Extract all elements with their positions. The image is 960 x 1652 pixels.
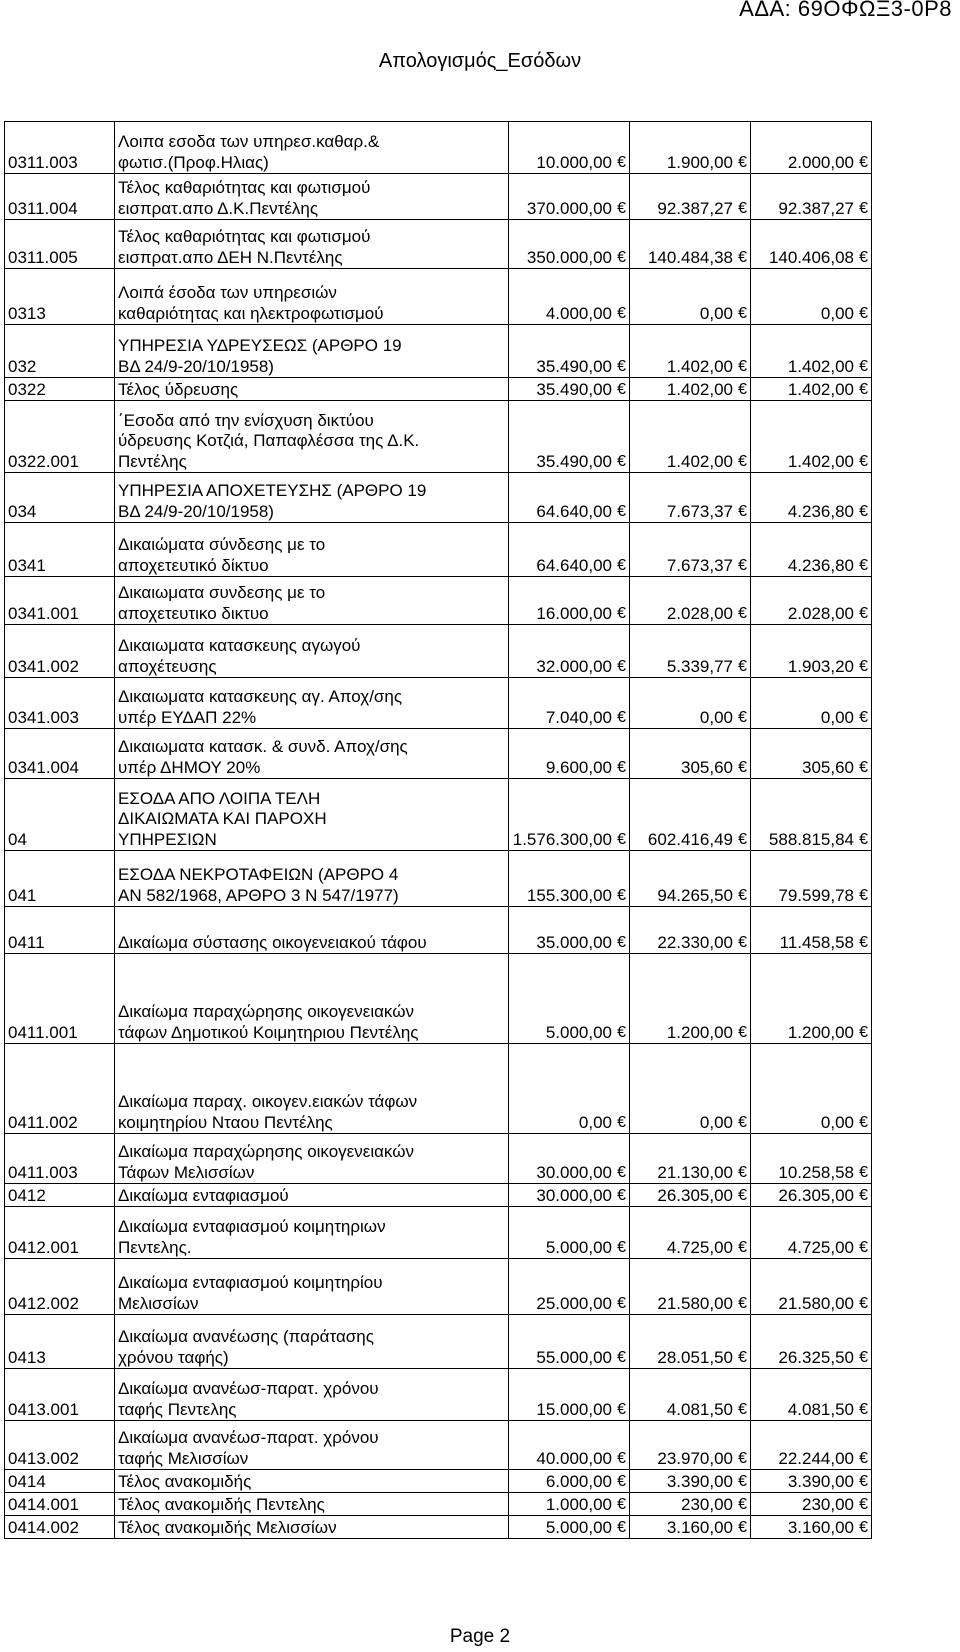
description-line: ΒΔ 24/9-20/10/1958) <box>118 356 274 376</box>
collected-amount: 21.580,00 € <box>751 1259 872 1315</box>
account-description <box>115 174 509 220</box>
account-description <box>115 779 509 851</box>
revenue-table <box>4 121 872 1539</box>
page-number: Page 2 <box>449 1626 511 1647</box>
description-line: Δικαίωμα ενταφιασμού <box>118 1185 289 1205</box>
account-code: 032 <box>5 325 115 378</box>
account-description <box>115 401 509 473</box>
table-row <box>5 1134 872 1184</box>
description-line: Δικαίωμα ανανέωσ-παρατ. χρόνου <box>118 1379 379 1398</box>
certified-amount: 4.081,50 € <box>630 1369 751 1421</box>
account-description <box>115 1184 509 1207</box>
table-row <box>5 220 872 269</box>
table-row <box>5 1421 872 1470</box>
budgeted-amount: 1.576.300,00 € <box>509 779 630 851</box>
description-line: φωτισ.(Προφ.Ηλιας) <box>118 152 269 172</box>
account-description <box>115 378 509 401</box>
collected-amount: 305,60 € <box>751 729 872 779</box>
account-code: 0412.002 <box>5 1259 115 1315</box>
certified-amount: 140.484,38 € <box>630 220 751 269</box>
table-row <box>5 954 872 1044</box>
description-line: αποχετευτικο δικτυο <box>118 603 269 623</box>
revenue-table-body <box>5 122 872 1539</box>
account-description <box>115 1516 509 1539</box>
table-row <box>5 625 872 678</box>
table-row <box>5 1369 872 1421</box>
budgeted-amount: 7.040,00 € <box>509 678 630 729</box>
collected-amount: 26.305,00 € <box>751 1184 872 1207</box>
collected-amount: 1.200,00 € <box>751 954 872 1044</box>
description-line: Δικαίωμα ανανέωσ-παρατ. χρόνου <box>118 1428 379 1447</box>
collected-amount: 4.236,80 € <box>751 523 872 577</box>
collected-amount: 588.815,84 € <box>751 779 872 851</box>
description-line: καθαριότητας και ηλεκτροφωτισμού <box>118 303 384 323</box>
collected-amount: 4.236,80 € <box>751 473 872 523</box>
budgeted-amount: 370.000,00 € <box>509 174 630 220</box>
account-description <box>115 907 509 954</box>
account-description <box>115 851 509 907</box>
description-line: ΕΣΟΔΑ ΑΠΟ ΛΟΙΠΑ ΤΕΛΗ <box>118 788 321 808</box>
table-row <box>5 401 872 473</box>
account-code: 0414 <box>5 1470 115 1493</box>
collected-amount: 1.402,00 € <box>751 401 872 473</box>
collected-amount: 0,00 € <box>751 1044 872 1134</box>
description-line: Πεντέλης <box>118 451 187 471</box>
collected-amount: 140.406,08 € <box>751 220 872 269</box>
account-description <box>115 954 509 1044</box>
budgeted-amount: 6.000,00 € <box>509 1470 630 1493</box>
description-line: ταφής Μελισσίων <box>118 1448 249 1468</box>
table-row <box>5 851 872 907</box>
description-line: εισπρατ.απο Δ.Κ.Πεντέλης <box>118 198 319 218</box>
account-code: 0411.001 <box>5 954 115 1044</box>
certified-amount: 23.970,00 € <box>630 1421 751 1470</box>
table-row <box>5 907 872 954</box>
table-row <box>5 122 872 174</box>
account-description <box>115 1493 509 1516</box>
description-line: Μελισσίων <box>118 1293 199 1313</box>
table-row <box>5 1259 872 1315</box>
account-code: 0413.002 <box>5 1421 115 1470</box>
description-line: υπέρ ΕΥΔΑΠ 22% <box>118 707 257 727</box>
account-description <box>115 269 509 325</box>
collected-amount: 4.725,00 € <box>751 1207 872 1259</box>
budgeted-amount: 25.000,00 € <box>509 1259 630 1315</box>
budgeted-amount: 15.000,00 € <box>509 1369 630 1421</box>
certified-amount: 5.339,77 € <box>630 625 751 678</box>
budgeted-amount: 5.000,00 € <box>509 1516 630 1539</box>
description-line: Δικαιώματα σύνδεσης με το <box>118 535 326 554</box>
collected-amount: 2.028,00 € <box>751 577 872 625</box>
budgeted-amount: 30.000,00 € <box>509 1134 630 1184</box>
table-row <box>5 729 872 779</box>
account-code: 0411 <box>5 907 115 954</box>
description-line: Τέλος ανακομιδής Πεντελης <box>118 1494 325 1514</box>
certified-amount: 21.130,00 € <box>630 1134 751 1184</box>
table-row <box>5 269 872 325</box>
certified-amount: 1.402,00 € <box>630 378 751 401</box>
account-description <box>115 1134 509 1184</box>
collected-amount: 0,00 € <box>751 678 872 729</box>
description-line: ΑΝ 582/1968, ΑΡΘΡΟ 3 Ν 547/1977) <box>118 885 399 905</box>
account-code: 0322.001 <box>5 401 115 473</box>
account-description <box>115 729 509 779</box>
certified-amount: 1.200,00 € <box>630 954 751 1044</box>
certified-amount: 1.900,00 € <box>630 122 751 174</box>
budgeted-amount: 1.000,00 € <box>509 1493 630 1516</box>
budgeted-amount: 55.000,00 € <box>509 1315 630 1369</box>
description-line: αποχετευτικό δίκτυο <box>118 555 269 575</box>
certified-amount: 1.402,00 € <box>630 401 751 473</box>
account-description <box>115 577 509 625</box>
account-code: 0414.002 <box>5 1516 115 1539</box>
account-code: 0311.004 <box>5 174 115 220</box>
table-row <box>5 1516 872 1539</box>
budgeted-amount: 155.300,00 € <box>509 851 630 907</box>
budgeted-amount: 4.000,00 € <box>509 269 630 325</box>
table-row <box>5 1315 872 1369</box>
certified-amount: 7.673,37 € <box>630 473 751 523</box>
account-code: 0414.001 <box>5 1493 115 1516</box>
certified-amount: 92.387,27 € <box>630 174 751 220</box>
description-line: Δικαιωματα συνδεσης με το <box>118 583 326 602</box>
account-description <box>115 1315 509 1369</box>
account-description <box>115 122 509 174</box>
description-line: ΥΠΗΡΕΣΙΩΝ <box>118 829 217 849</box>
document-title: Απολογισμός_Εσόδων <box>378 50 582 72</box>
account-description <box>115 678 509 729</box>
certified-amount: 305,60 € <box>630 729 751 779</box>
certified-amount: 26.305,00 € <box>630 1184 751 1207</box>
description-line: Δικαίωμα παραχ. οικογεν.ειακών τάφων <box>118 1092 418 1111</box>
description-line: Δικαίωμα ενταφιασμού κοιμητηριων <box>118 1217 386 1236</box>
certified-amount: 21.580,00 € <box>630 1259 751 1315</box>
account-description <box>115 625 509 678</box>
account-code: 0322 <box>5 378 115 401</box>
table-row <box>5 1044 872 1134</box>
collected-amount: 26.325,50 € <box>751 1315 872 1369</box>
account-code: 0311.003 <box>5 122 115 174</box>
budgeted-amount: 64.640,00 € <box>509 523 630 577</box>
account-code: 0341.001 <box>5 577 115 625</box>
table-row <box>5 1207 872 1259</box>
table-row <box>5 779 872 851</box>
budgeted-amount: 40.000,00 € <box>509 1421 630 1470</box>
certified-amount: 94.265,50 € <box>630 851 751 907</box>
collected-amount: 3.160,00 € <box>751 1516 872 1539</box>
budgeted-amount: 35.000,00 € <box>509 907 630 954</box>
budgeted-amount: 0,00 € <box>509 1044 630 1134</box>
account-code: 0413.001 <box>5 1369 115 1421</box>
account-description <box>115 1369 509 1421</box>
description-line: ΕΣΟΔΑ ΝΕΚΡΟΤΑΦΕΙΩΝ (ΑΡΘΡΟ 4 <box>118 865 399 884</box>
description-line: Τέλος καθαριότητας και φωτισμού <box>118 227 371 246</box>
account-code: 0411.003 <box>5 1134 115 1184</box>
collected-amount: 11.458,58 € <box>751 907 872 954</box>
collected-amount: 10.258,58 € <box>751 1134 872 1184</box>
certified-amount: 0,00 € <box>630 1044 751 1134</box>
description-line: ΄Εσοδα από την ενίσχυση δικτύου <box>118 410 374 430</box>
account-description <box>115 523 509 577</box>
description-line: Δικαίωμα σύστασης οικογενειακού τάφου <box>118 932 427 952</box>
table-row <box>5 473 872 523</box>
account-description <box>115 1207 509 1259</box>
description-line: τάφων Δημοτικού Κοιμητηριου Πεντέλης <box>118 1022 419 1042</box>
certified-amount: 2.028,00 € <box>630 577 751 625</box>
certified-amount: 602.416,49 € <box>630 779 751 851</box>
table-row <box>5 523 872 577</box>
certified-amount: 3.160,00 € <box>630 1516 751 1539</box>
budgeted-amount: 30.000,00 € <box>509 1184 630 1207</box>
description-line: Τέλος ανακομιδής <box>118 1471 252 1491</box>
description-line: ΒΔ 24/9-20/10/1958) <box>118 501 274 521</box>
collected-amount: 1.402,00 € <box>751 325 872 378</box>
table-row <box>5 1470 872 1493</box>
collected-amount: 22.244,00 € <box>751 1421 872 1470</box>
table-row <box>5 678 872 729</box>
description-line: ΔΙΚΑΙΩΜΑΤΑ ΚΑΙ ΠΑΡΟΧΗ <box>118 809 327 828</box>
description-line: κοιμητηρίου Νταου Πεντέλης <box>118 1112 333 1132</box>
table-row <box>5 174 872 220</box>
account-code: 0412.001 <box>5 1207 115 1259</box>
certified-amount: 3.390,00 € <box>630 1470 751 1493</box>
account-code: 034 <box>5 473 115 523</box>
collected-amount: 1.402,00 € <box>751 378 872 401</box>
certified-amount: 7.673,37 € <box>630 523 751 577</box>
budgeted-amount: 5.000,00 € <box>509 954 630 1044</box>
table-row <box>5 378 872 401</box>
description-line: Δικαιωματα κατασκευης αγωγού <box>118 636 361 655</box>
description-line: Δικαίωμα παραχώρησης οικογενειακών <box>118 1142 414 1161</box>
description-line: Τάφων Μελισσίων <box>118 1162 255 1182</box>
account-code: 0411.002 <box>5 1044 115 1134</box>
description-line: Δικαίωμα ενταφιασμού κοιμητηρίου <box>118 1273 383 1292</box>
budgeted-amount: 350.000,00 € <box>509 220 630 269</box>
collected-amount: 4.081,50 € <box>751 1369 872 1421</box>
account-description <box>115 473 509 523</box>
budgeted-amount: 32.000,00 € <box>509 625 630 678</box>
description-line: Δικαίωμα ανανέωσης (παράτασης <box>118 1327 374 1346</box>
description-line: ΥΠΗΡΕΣΙΑ ΑΠΟΧΕΤΕΥΣΗΣ (ΑΡΘΡΟ 19 <box>118 481 427 500</box>
budgeted-amount: 35.490,00 € <box>509 401 630 473</box>
description-line: υπέρ ΔΗΜΟΥ 20% <box>118 757 261 777</box>
description-line: αποχέτευσης <box>118 656 217 676</box>
table-row <box>5 1184 872 1207</box>
description-line: ΥΠΗΡΕΣΙΑ ΥΔΡΕΥΣΕΩΣ (ΑΡΘΡΟ 19 <box>118 336 402 355</box>
description-line: Πεντελης. <box>118 1237 192 1257</box>
table-row <box>5 1493 872 1516</box>
description-line: Δικαιωματα κατασκευης αγ. Αποχ/σης <box>118 687 403 706</box>
description-line: Λοιπά έσοδα των υπηρεσιών <box>118 283 337 302</box>
table-row <box>5 577 872 625</box>
account-description <box>115 1044 509 1134</box>
collected-amount: 79.599,78 € <box>751 851 872 907</box>
table-row <box>5 325 872 378</box>
collected-amount: 230,00 € <box>751 1493 872 1516</box>
certified-amount: 1.402,00 € <box>630 325 751 378</box>
description-line: Τέλος καθαριότητας και φωτισμού <box>118 178 371 197</box>
collected-amount: 1.903,20 € <box>751 625 872 678</box>
description-line: Τέλος ύδρευσης <box>118 379 239 399</box>
description-line: εισπρατ.απο ΔΕΗ Ν.Πεντέλης <box>118 247 343 267</box>
account-code: 0311.005 <box>5 220 115 269</box>
collected-amount: 2.000,00 € <box>751 122 872 174</box>
description-line: ύδρευσης Κοτζιά, Παπαφλέσσα της Δ.Κ. <box>118 431 420 450</box>
description-line: χρόνου ταφής) <box>118 1347 229 1367</box>
account-description <box>115 325 509 378</box>
description-line: Δικαιωματα κατασκ. & συνδ. Αποχ/σης <box>118 737 408 756</box>
account-code: 041 <box>5 851 115 907</box>
certified-amount: 0,00 € <box>630 269 751 325</box>
collected-amount: 3.390,00 € <box>751 1470 872 1493</box>
description-line: Τέλος ανακομιδής Μελισσίων <box>118 1517 337 1537</box>
account-code: 0341 <box>5 523 115 577</box>
collected-amount: 0,00 € <box>751 269 872 325</box>
budgeted-amount: 10.000,00 € <box>509 122 630 174</box>
collected-amount: 92.387,27 € <box>751 174 872 220</box>
budgeted-amount: 35.490,00 € <box>509 325 630 378</box>
account-code: 0313 <box>5 269 115 325</box>
account-description <box>115 220 509 269</box>
account-description <box>115 1421 509 1470</box>
certified-amount: 4.725,00 € <box>630 1207 751 1259</box>
account-code: 0413 <box>5 1315 115 1369</box>
account-code: 0341.003 <box>5 678 115 729</box>
account-code: 0341.002 <box>5 625 115 678</box>
account-code: 0412 <box>5 1184 115 1207</box>
budgeted-amount: 35.490,00 € <box>509 378 630 401</box>
budgeted-amount: 16.000,00 € <box>509 577 630 625</box>
account-code: 04 <box>5 779 115 851</box>
certified-amount: 230,00 € <box>630 1493 751 1516</box>
account-description <box>115 1470 509 1493</box>
budgeted-amount: 9.600,00 € <box>509 729 630 779</box>
budgeted-amount: 5.000,00 € <box>509 1207 630 1259</box>
account-code: 0341.004 <box>5 729 115 779</box>
description-line: Δικαίωμα παραχώρησης οικογενειακών <box>118 1002 414 1021</box>
certified-amount: 22.330,00 € <box>630 907 751 954</box>
ada-code: ΑΔΑ: 69ΟΦΩΞ3-0Ρ8 <box>739 0 952 21</box>
account-description <box>115 1259 509 1315</box>
certified-amount: 28.051,50 € <box>630 1315 751 1369</box>
certified-amount: 0,00 € <box>630 678 751 729</box>
description-line: ταφής Πεντελης <box>118 1399 237 1419</box>
budgeted-amount: 64.640,00 € <box>509 473 630 523</box>
description-line: Λοιπα εσοδα των υπηρεσ.καθαρ.& <box>118 132 380 151</box>
